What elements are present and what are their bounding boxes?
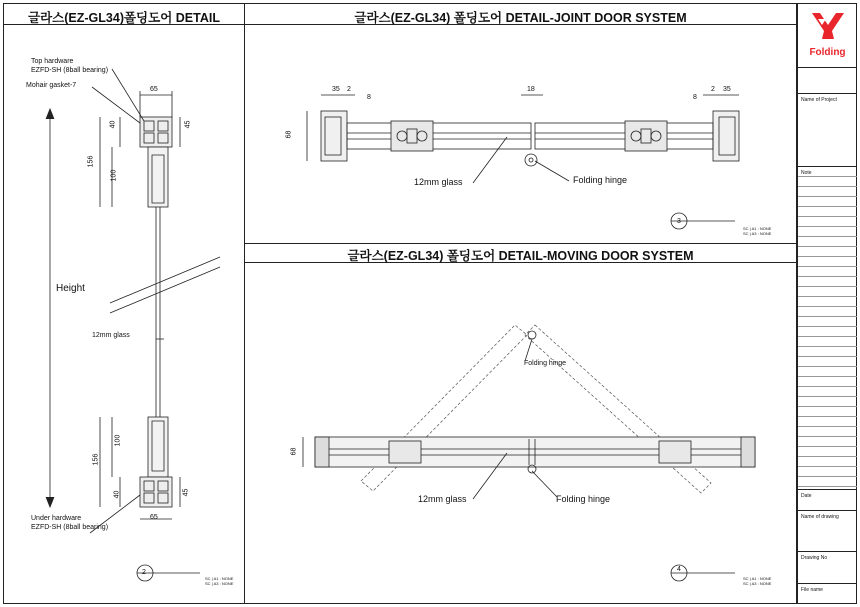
brand-name: Folding <box>809 47 846 58</box>
top-hardware-label: Top hardware <box>31 58 74 65</box>
moving-hinge-label: Folding hinge <box>556 494 611 504</box>
joint-hinge-label: Folding hinge <box>573 175 628 185</box>
under-hardware-label: Under hardware <box>31 515 82 522</box>
dim-40-bottom: 40 <box>113 490 121 499</box>
height-label: Height <box>56 283 85 294</box>
dim-156-bottom: 156 <box>92 453 100 466</box>
dim-100-bottom: 100 <box>114 434 122 447</box>
joint-glass-label: 12mm glass <box>414 177 463 187</box>
moving-scale-note: SC | A1 : NONE SC | A3 : NONE <box>743 576 772 586</box>
left-panel-title: 글라스(EZ-GL34)폴딩도어 DETAIL <box>28 11 220 25</box>
file-name-field: File name <box>798 583 857 604</box>
dim-45-top: 45 <box>184 120 192 129</box>
joint-dim-8-left: 8 <box>367 94 371 101</box>
drawing-no-field: Drawing No <box>798 551 857 582</box>
joint-dim-35-right: 35 <box>723 86 731 93</box>
joint-dim-68: 68 <box>285 130 293 139</box>
joint-dim-8-right: 8 <box>693 94 697 101</box>
brand-logo <box>798 3 857 68</box>
moving-dim-68: 68 <box>290 447 298 456</box>
note-field: Note <box>798 166 857 487</box>
moving-sheet-number: 4 <box>677 566 681 573</box>
joint-dim-35-left: 35 <box>332 86 340 93</box>
joint-panel-title: 글라스(EZ-GL34) 폴딩도어 DETAIL-JOINT DOOR SYSTEM <box>354 11 687 25</box>
left-sheet-number: 2 <box>142 569 146 576</box>
date-field: Date <box>798 489 857 510</box>
mohair-gasket-label: Mohair gasket-7 <box>26 82 77 89</box>
drawing-name-field: Name of drawing <box>798 510 857 551</box>
dim-45-bottom: 45 <box>182 488 190 497</box>
left-glass-label: 12mm glass <box>92 332 130 339</box>
dim-65-top: 65 <box>150 86 158 93</box>
top-hardware-model: EZFD-SH (8ball bearing) <box>31 67 109 74</box>
joint-scale-note: SC | A1 : NONE SC | A3 : NONE <box>743 226 772 236</box>
joint-detail-drawing <box>245 25 796 243</box>
top-hinge-icon <box>528 331 536 339</box>
project-field: Name of Project <box>798 93 857 164</box>
title-block <box>797 3 858 604</box>
moving-detail-drawing <box>245 263 796 603</box>
moving-glass-label: 12mm glass <box>418 494 467 504</box>
joint-dim-18: 18 <box>527 86 535 93</box>
dim-100-top: 100 <box>110 169 118 182</box>
moving-hinge-top-label: Folding hinge <box>524 360 567 367</box>
under-hardware-model: EZFD-SH (8ball bearing) <box>31 524 109 531</box>
joint-dim-2-right: 2 <box>711 86 715 93</box>
dim-65-bottom: 65 <box>150 514 158 521</box>
joint-hinge-icon <box>525 154 537 166</box>
left-scale-note: SC | A1 : NONE SC | A3 : NONE <box>205 576 234 586</box>
dim-156-top: 156 <box>87 155 95 168</box>
folding-logo-icon <box>808 9 848 43</box>
joint-dim-2-left: 2 <box>347 86 351 93</box>
dim-40-top: 40 <box>109 120 117 129</box>
joint-sheet-number: 3 <box>677 218 681 225</box>
moving-panel-title: 글라스(EZ-GL34) 폴딩도어 DETAIL-MOVING DOOR SYSTEM <box>347 249 694 263</box>
